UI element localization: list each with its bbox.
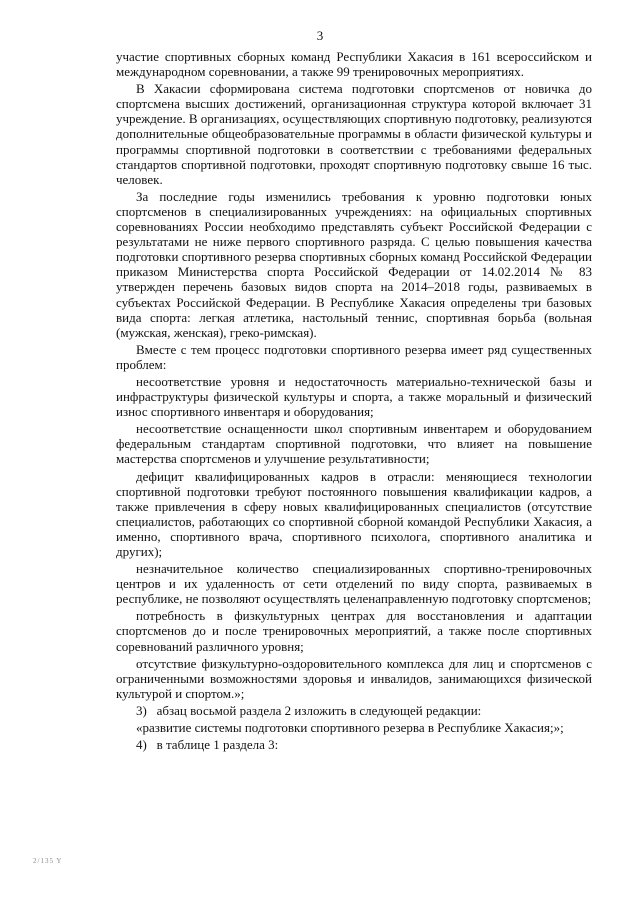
footer-mark: 2/135 Y xyxy=(33,857,63,865)
problem-item-6: отсутствие физкультурно-оздоровительного комплекса для лиц и спортсменов с ограниченными возможностями здоровья и инвалидов, занимающихся физической культурой и спортом.»; xyxy=(116,655,592,701)
amendment-item-4: 4) в таблице 1 раздела 3: xyxy=(136,737,279,753)
document-body xyxy=(116,49,592,754)
paragraph-4: Вместе с тем процесс подготовки спортивного резерва имеет ряд существенных проблем: xyxy=(116,341,592,372)
problem-item-1: несоответствие уровня и недостаточность материально-технической базы и инфраструктуры физической культуры и спорта, а также моральный и физический износ спортивного инвентаря и оборудования; xyxy=(116,373,592,420)
problem-item-2: несоответствие оснащенности школ спортивным инвентарем и оборудованием федеральным стандартам спортивной подготовки, что влияет на повышение мастерства спортсменов и улучшение результативности; xyxy=(116,421,592,467)
paragraph-2: В Хакасии сформирована система подготовки спортсменов от новичка до спортсмена высших достижений, организационная структура которой включает 31 учреждение. В организациях, осуществляющих спортивную подготовку, реализуются дополнительные общеобразовательные программы в области физической культуры и программы спортивной подготовки в соответствии с требованиями федеральных стандартов спортивной подготовки, проходят спортивную подготовку свыше 16 тыс. человек. xyxy=(116,81,592,187)
amendment-quote: «развитие системы подготовки спортивного резерва в Республике Хакасия;»; xyxy=(136,720,564,736)
paragraph-1: участие спортивных сборных команд Республики Хакасия в 161 всероссийском и международном соревновании, а также 99 тренировочных мероприятиях. xyxy=(116,49,592,80)
problem-item-5: потребность в физкультурных центрах для восстановления и адаптации спортсменов до и после тренировочных мероприятий, а также после спортивных соревнований различного уровня; xyxy=(116,608,592,654)
problem-item-3: дефицит квалифицированных кадров в отрасли: меняющиеся технологии спортивной подготовки требуют постоянного повышения квалификации кадров, а также привлечения в сферу новых квалифицированных специалистов (отсутствие специалистов, работающих со спортивной сборной командой Республики Хакасия, а именно, спортивного врача, спортивного психолога, спортивного аналитика и других); xyxy=(116,468,592,559)
amendment-item-3: 3) абзац восьмой раздела 2 изложить в следующей редакции: xyxy=(136,702,482,718)
problem-item-4: незначительное количество специализированных спортивно-тренировочных центров и их удаленность от сети отделений по виду спорта, развиваемых в республике, не позволяют осуществлять целенаправленную подготовку спортсменов; xyxy=(116,561,592,607)
page-number: 3 xyxy=(316,28,324,43)
paragraph-3: За последние годы изменились требования к уровню подготовки юных спортсменов в специализированных учреждениях: на официальных спортивных соревнованиях России необходимо представлять субъект Российской Федерации с результатами не ниже первого спортивного разряда. С целью повышения качества подготовки спортивного резерва спортивных сборных команд Российской Федерации приказом Министерства спорта Российской Федерации от 14.02.2014 № 83 утвержден перечень базовых видов спорта на 2014–2018 годы, развиваемых в субъектах Российской Федерации. В Республике Хакасия определены три базовых вида спорта: легкая атлетика, настольный теннис, спортивная борьба (вольная (мужская, женская), греко-римская). xyxy=(116,188,592,340)
